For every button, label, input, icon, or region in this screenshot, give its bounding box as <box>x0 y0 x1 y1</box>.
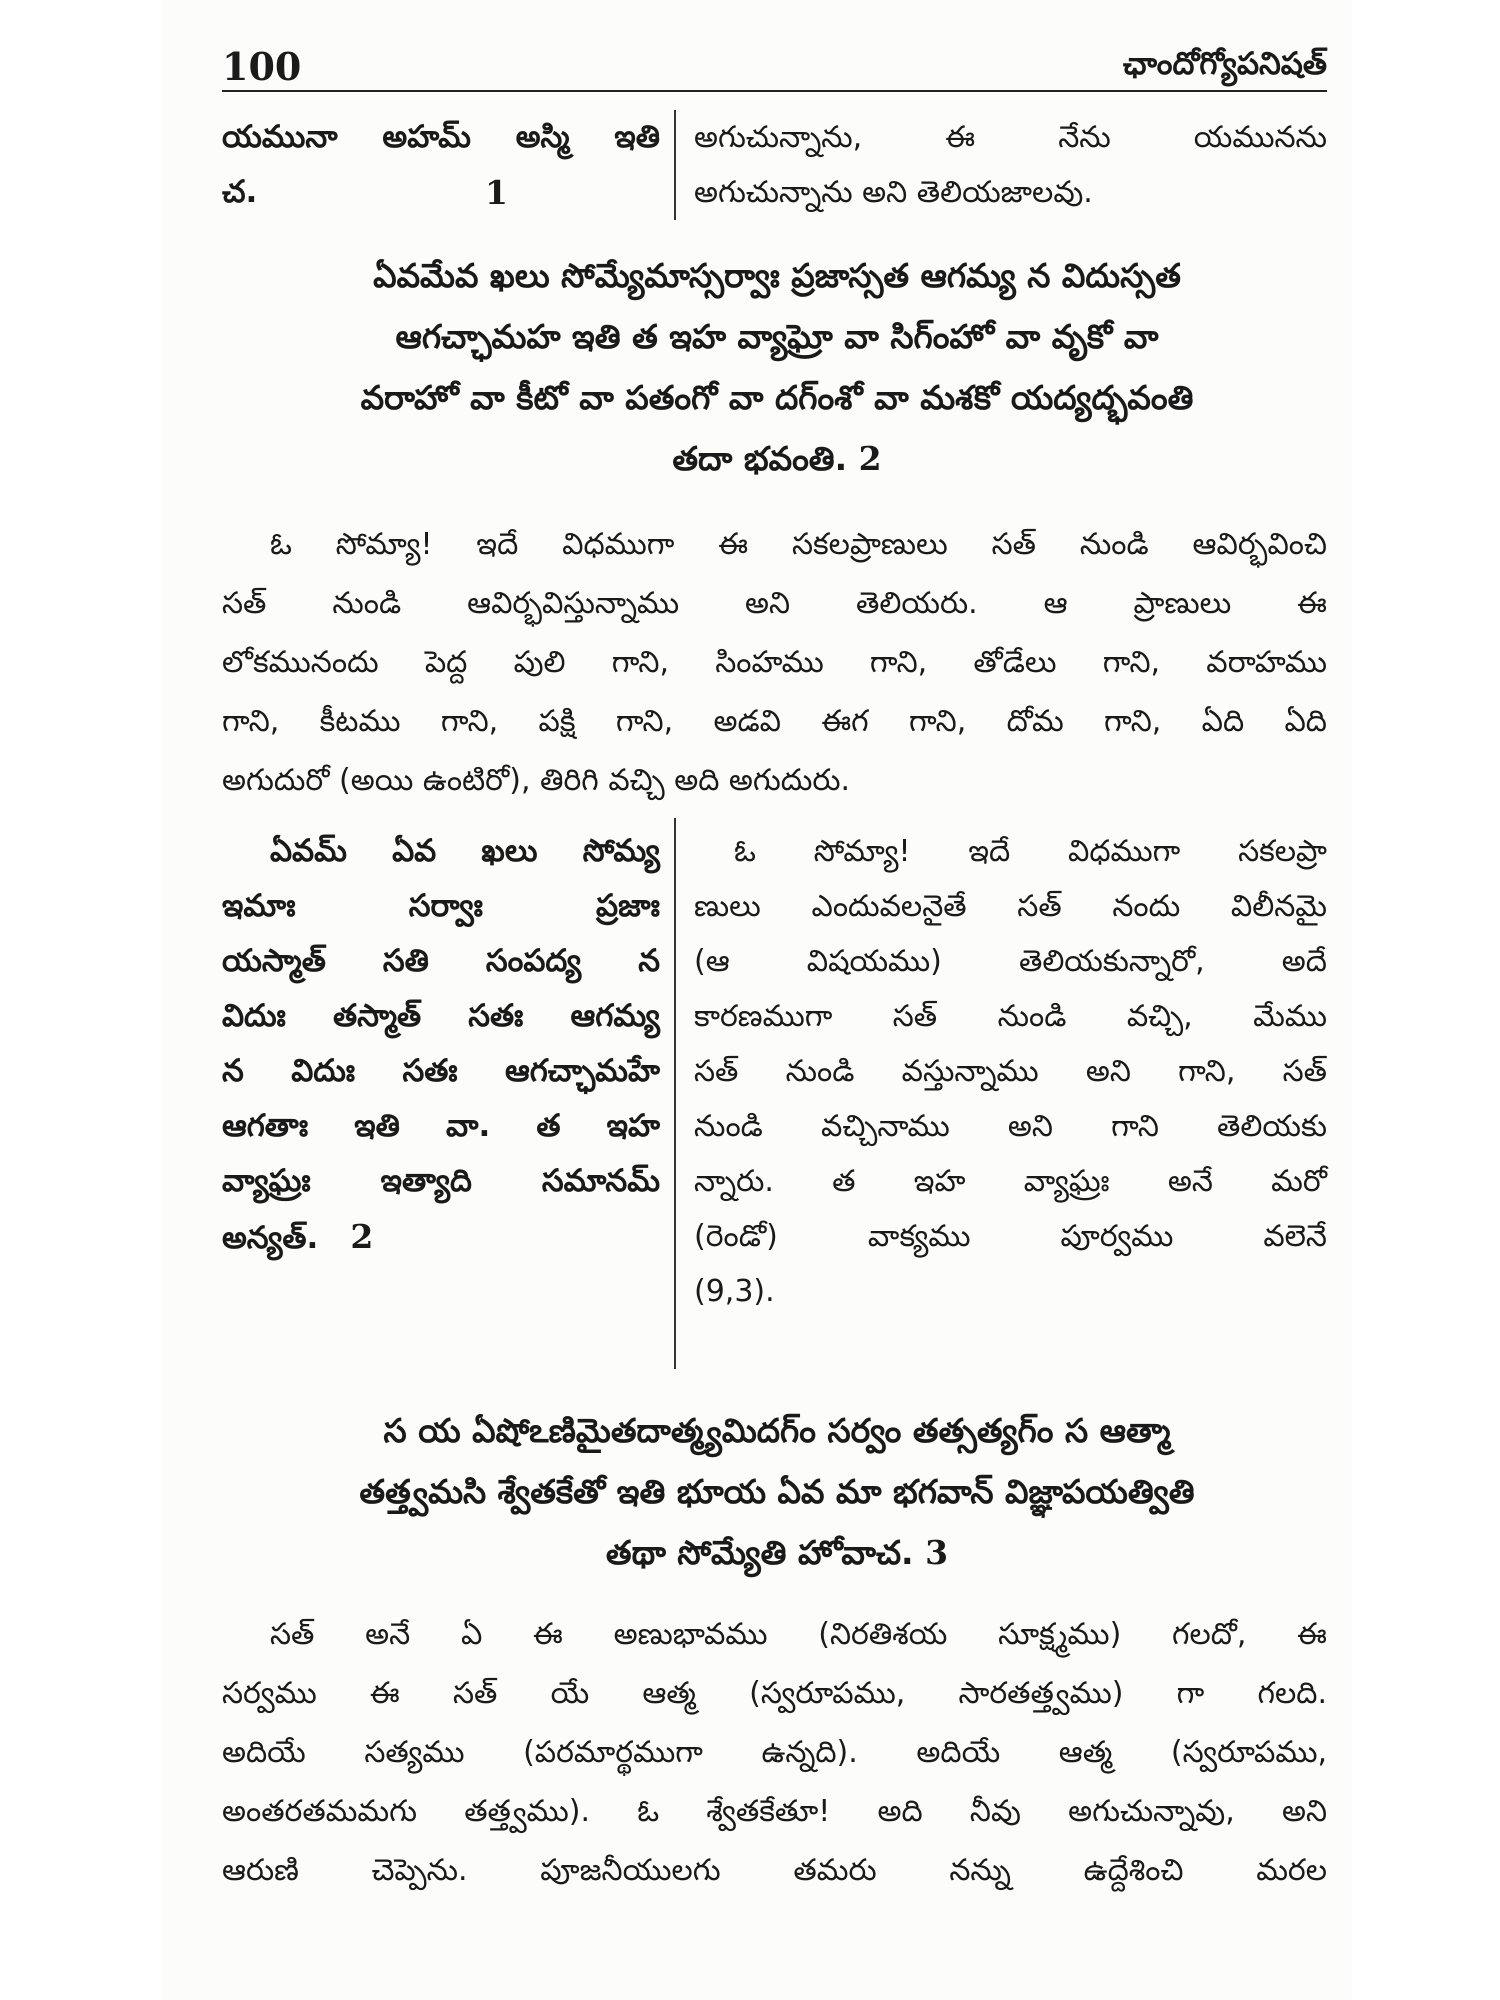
verse2-number: 2 <box>350 1217 374 1256</box>
verse1-two-column <box>222 110 1327 220</box>
verse2-gloss-line: ఓ సోమ్యా! ఇదే విధముగా సకలప్రా <box>734 834 1327 869</box>
translation-3-line: సర్వము ఈ సత్ యే ఆత్మ (స్వరూపము, సారతత్త్వము) గా గలది. <box>222 1676 1327 1711</box>
verse2-gloss-column <box>674 818 1327 1369</box>
verse2-gloss-line: (9,3). <box>694 1274 775 1309</box>
verse2-gloss-line: (రెండో) వాక్యము పూర్వము వలెనే <box>694 1219 1327 1254</box>
mantra-2-line: ఆగచ్ఛామహ ఇతి త ఇహ వ్యాఘ్రో వా సిగ్ంహో వా వృకో వా <box>395 317 1159 356</box>
verse2-padapatha-line: వ్యాఘ్రః ఇత్యాది సమానమ్ <box>222 1163 660 1199</box>
verse2-padapatha-line: ఆగతాః ఇతి వా. త ఇహ <box>222 1108 660 1144</box>
mantra-2-text: తదా భవంతి. <box>672 439 848 478</box>
translation-2-line <box>222 515 1327 574</box>
verse1-mantra-line: యమునా అహమ్ అస్మి ఇతి <box>222 119 660 155</box>
verse2-padapatha-line: యస్మాత్ సతి సంపద్య న <box>222 943 660 979</box>
translation-3-line <box>222 1605 1327 1664</box>
verse2-gloss-line: నుండి వచ్చినాము అని గాని తెలియకు <box>694 1109 1327 1144</box>
page-header <box>222 40 1327 92</box>
verse1-gloss-line: అగుచున్నాను అని తెలియజాలవు. <box>694 175 1093 210</box>
verse1-gloss-column <box>674 110 1327 220</box>
translation-2-line: లోకమునందు పెద్ద పులి గాని, సింహము గాని, తోడేలు గాని, వరాహము <box>222 645 1327 680</box>
mantra-2-line-last <box>202 428 1352 489</box>
mantra-3-text: తథా సోమ్యేతి హోవాచ. <box>605 1533 914 1572</box>
translation-2-text: ఓ సోమ్యా! ఇదే విధముగా ఈ సకలప్రాణులు సత్ నుండి ఆవిర్భవించి <box>270 527 1327 562</box>
verse1-number: 1 <box>485 173 508 212</box>
book-page <box>162 0 1352 2000</box>
translation-3-line: అంతరతమమగు తత్త్వము). ఓ శ్వేతకేతూ! అది నీవు అగుచున్నావు, అని <box>222 1794 1327 1829</box>
mantra-3-number: 3 <box>925 1533 949 1572</box>
mantra-3-line: స య ఏషోఽణిమైతదాత్మ్యమిదగ్ం సర్వం తత్సత్యగ్ం స ఆత్మా <box>383 1411 1171 1450</box>
mantra-2-line: ఏవమేవ ఖలు సోమ్యేమాస్సర్వాః ప్రజాస్సత ఆగమ్య న విదుస్సత <box>373 256 1181 295</box>
mantra-2-number: 2 <box>858 439 882 478</box>
verse1-mantra-line-last <box>222 165 660 220</box>
verse2-gloss-line: (ఆ విషయము) తెలియకున్నారో, అదే <box>694 944 1327 979</box>
verse2-gloss-line: సత్ నుండి వస్తున్నాము అని గాని, సత్ <box>694 1054 1327 1089</box>
verse2-padapatha-text: అన్యత్. <box>222 1220 319 1256</box>
verse2-padapatha-column <box>222 818 674 1369</box>
verse1-mantra-text: చ. <box>222 174 258 210</box>
verse2-gloss-line: ణులు ఎందువలనైతే సత్ నందు విలీనమై <box>694 889 1327 924</box>
mantra-3 <box>202 1400 1352 1583</box>
verse2-gloss-line: న్నారు. త ఇహ వ్యాఘ్రః అనే మరో <box>694 1164 1327 1199</box>
verse2-padapatha-line: ఏవమ్ ఏవ ఖలు సోమ్య <box>270 833 660 869</box>
mantra-3-line: తత్త్వమసి శ్వేతకేతో ఇతి భూయ ఏవ మా భగవాన్ విజ్ఞాపయత్వితి <box>359 1472 1195 1511</box>
translation-2-line: గాని, కీటము గాని, పక్షి గాని, అడవి ఈగ గాని, దోమ గాని, ఏది ఏది <box>222 704 1327 739</box>
translation-2 <box>222 515 1327 810</box>
translation-3-line: ఆరుణి చెప్పెను. పూజనీయులగు తమరు నన్ను ఉద్దేశించి మరల <box>222 1853 1327 1888</box>
mantra-2-line: వరాహో వా కీటో వా పతంగో వా దగ్ంశో వా మశకో యద్యద్భవంతి <box>360 378 1194 417</box>
verse2-padapatha-line: విదుః తస్మాత్ సతః ఆగమ్య <box>222 998 660 1034</box>
translation-3-line: అదియే సత్యము (పరమార్థముగా ఉన్నది). అదియే ఆత్మ (స్వరూపము, <box>222 1735 1327 1770</box>
translation-3 <box>222 1605 1327 1900</box>
verse2-padapatha-line: న విదుః సతః ఆగచ్ఛామహే <box>222 1053 660 1089</box>
verse2-padapatha-line: ఇమాః సర్వాః ప్రజాః <box>222 888 660 924</box>
running-title: ఛాందోగ్యోపనిషత్ <box>1122 46 1327 82</box>
mantra-2 <box>202 245 1352 489</box>
translation-3-text: సత్ అనే ఏ ఈ అణుభావము (నిరతిశయ సూక్ష్మము) గలదో, ఈ <box>270 1617 1327 1652</box>
verse2-padapatha-line-last <box>222 1209 660 1266</box>
verse2-gloss-line: కారణముగా సత్ నుండి వచ్చి, మేము <box>694 999 1327 1034</box>
page-number: 100 <box>222 44 302 89</box>
verse2-two-column <box>222 818 1327 1369</box>
verse1-gloss-line: అగుచున్నాను, ఈ నేను యమునను <box>694 120 1327 155</box>
translation-2-line: సత్ నుండి ఆవిర్భవిస్తున్నాము అని తెలియరు. ఆ ప్రాణులు ఈ <box>222 586 1327 621</box>
verse1-mantra-column <box>222 110 674 220</box>
translation-2-line: అగుదురో (అయి ఉంటిరో), తిరిగి వచ్చి అది అగుదురు. <box>222 763 851 798</box>
mantra-3-line-last <box>202 1522 1352 1583</box>
